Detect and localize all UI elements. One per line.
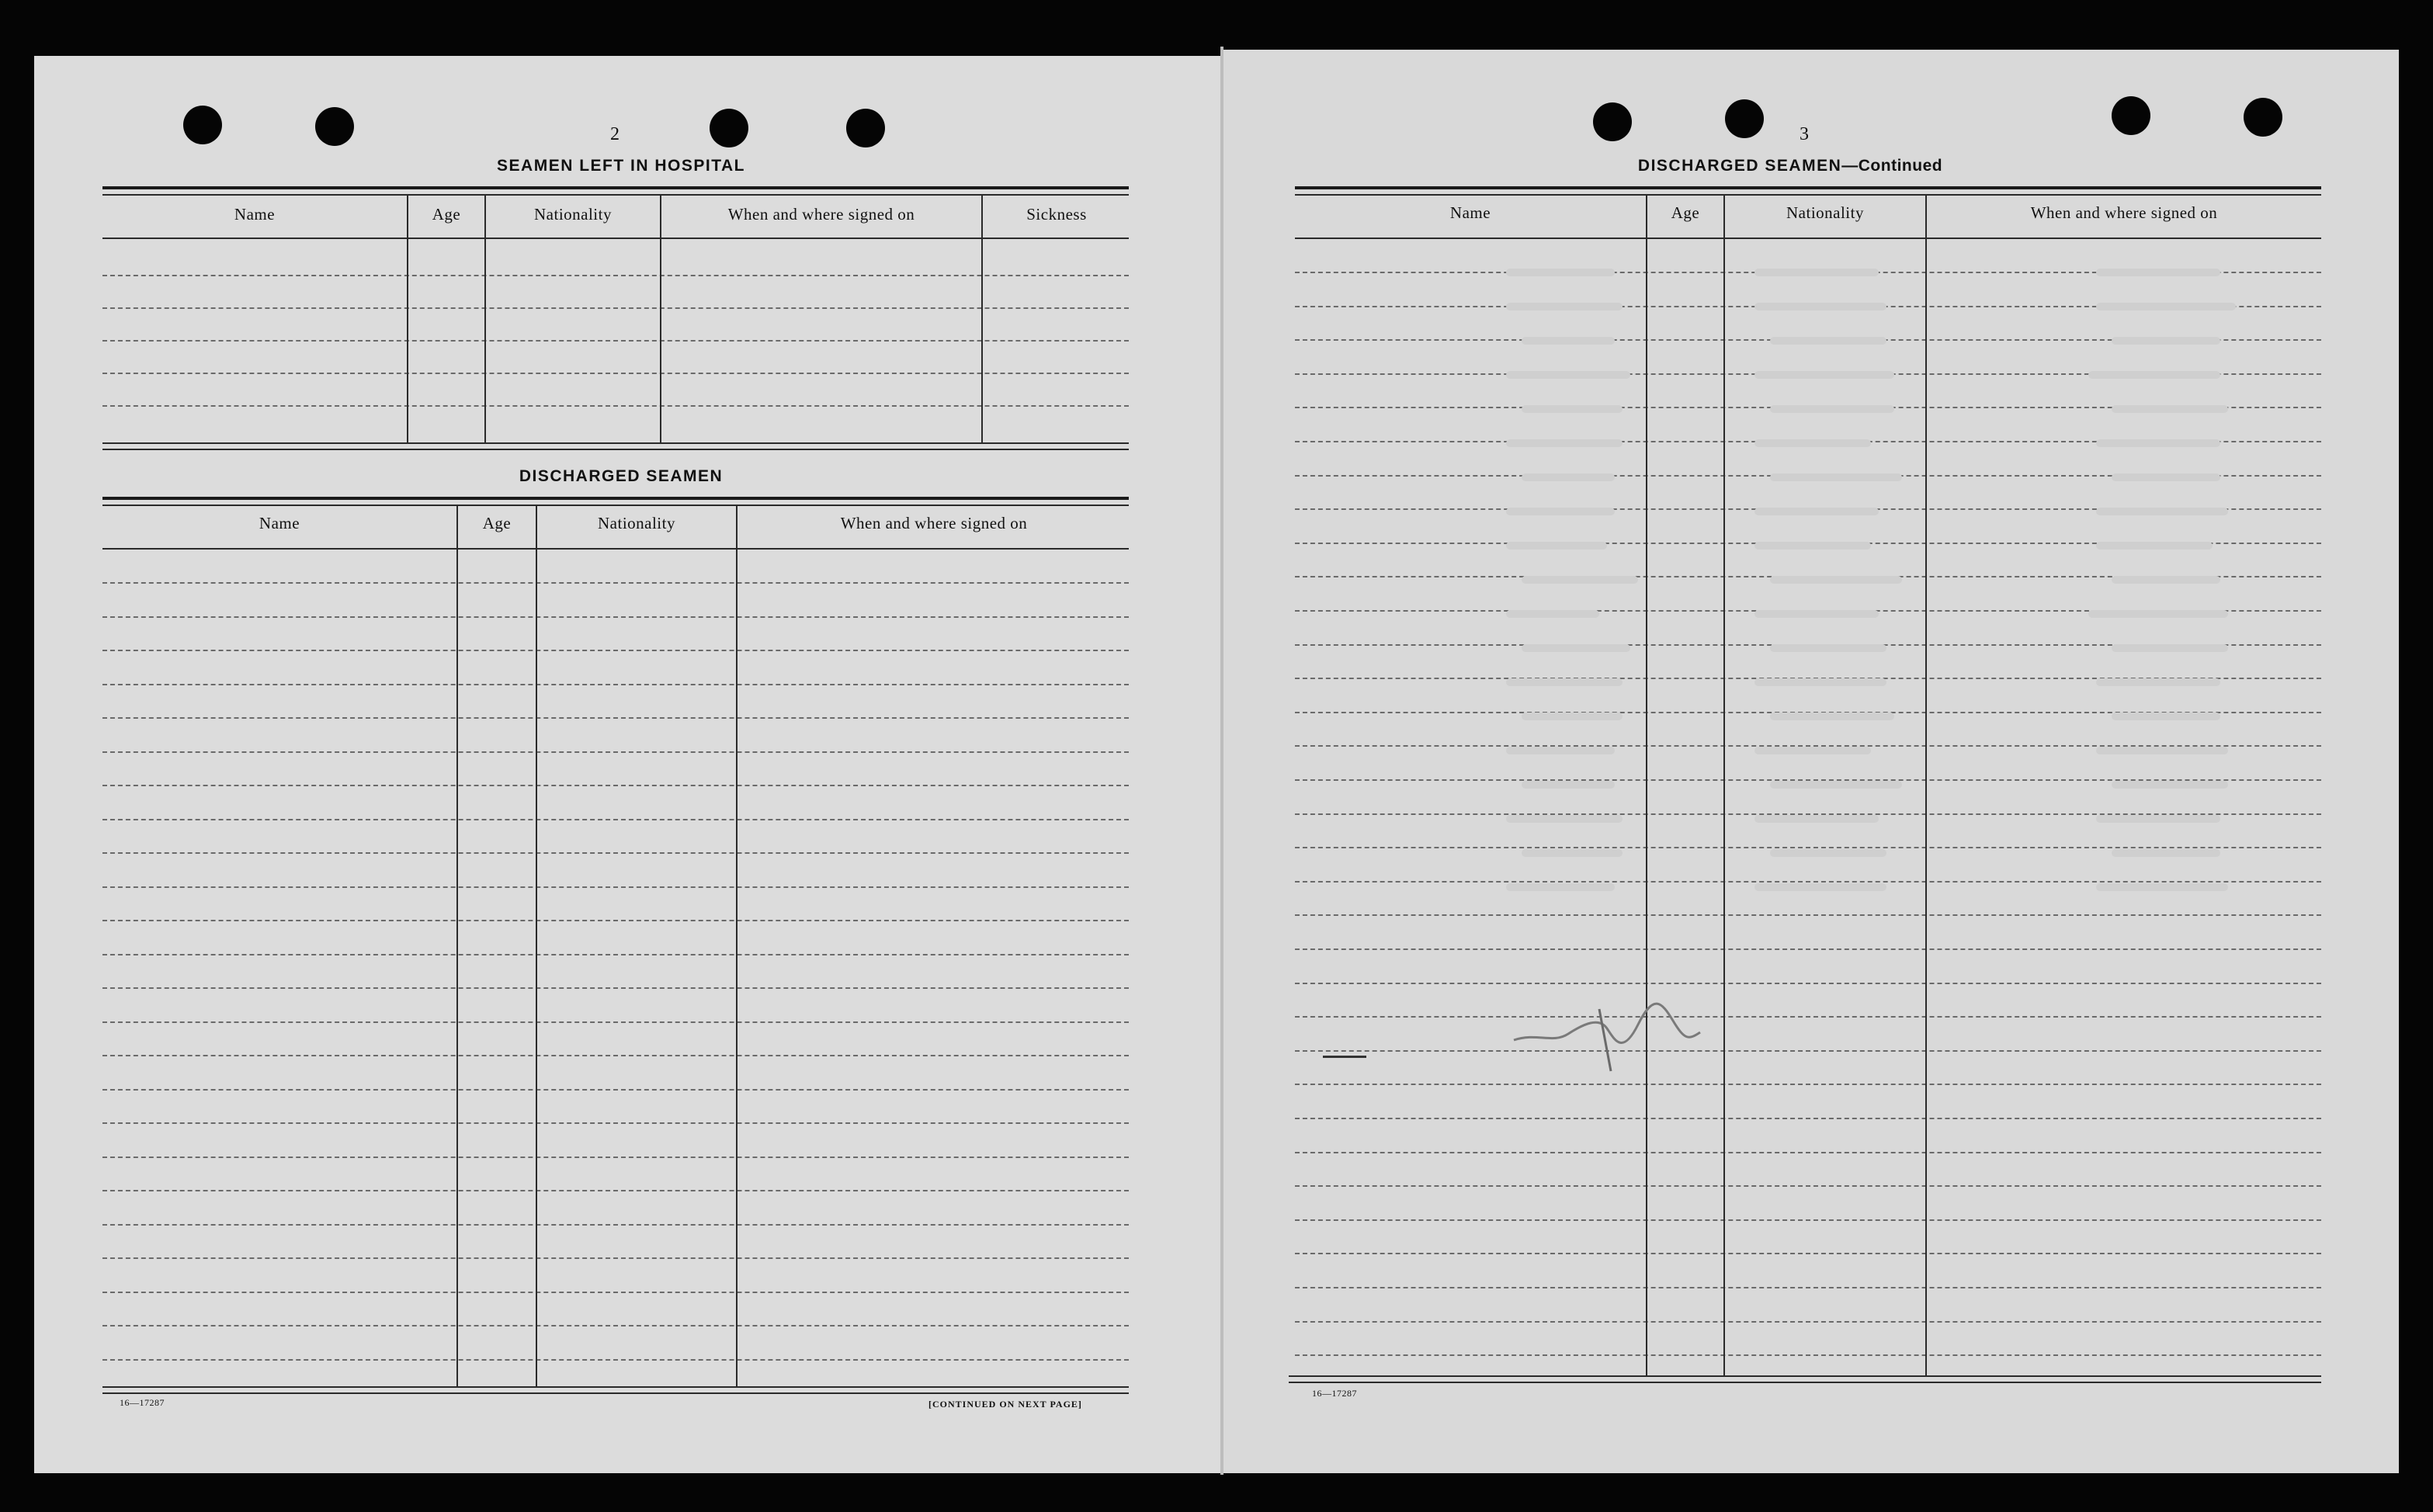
right-page bbox=[1222, 50, 2399, 1473]
signature-mark bbox=[1506, 986, 1708, 1079]
table-row-rule bbox=[102, 852, 1129, 854]
table-row-rule bbox=[1295, 1287, 2321, 1288]
bleed-through-smudge bbox=[2112, 713, 2220, 720]
right-col-name: Name bbox=[1449, 203, 1491, 222]
discharged-table-top-rule-2 bbox=[102, 505, 1129, 506]
table-row-rule bbox=[102, 717, 1129, 719]
bleed-through-smudge bbox=[1522, 337, 1615, 345]
discharged-col-nationality: Nationality bbox=[598, 514, 675, 532]
page-number-right: 3 bbox=[1800, 124, 1809, 144]
hospital-table-bottom-rule-2 bbox=[102, 449, 1129, 450]
bleed-through-smudge bbox=[1770, 473, 1902, 481]
bleed-through-smudge bbox=[1522, 849, 1623, 857]
continued-note: [CONTINUED ON NEXT PAGE] bbox=[928, 1399, 1082, 1410]
table-row-rule bbox=[1295, 1321, 2321, 1323]
table-row-rule bbox=[102, 1021, 1129, 1023]
bleed-through-smudge bbox=[2112, 576, 2220, 584]
bleed-through-smudge bbox=[2096, 678, 2220, 686]
bleed-through-smudge bbox=[1770, 849, 1886, 857]
hospital-row-rule bbox=[102, 340, 1129, 342]
left-page bbox=[34, 56, 1222, 1473]
table-row-rule bbox=[1295, 1084, 2321, 1085]
hospital-col-divider bbox=[660, 194, 661, 444]
hospital-col-age: Age bbox=[432, 205, 461, 224]
right-table-top-rule-2 bbox=[1295, 194, 2321, 196]
table-row-rule bbox=[102, 1224, 1129, 1226]
punch-hole bbox=[183, 106, 222, 144]
bleed-through-smudge bbox=[1754, 508, 1879, 515]
discharged-col-signed-on: When and where signed on bbox=[840, 514, 1028, 532]
discharged-table-bottom-rule bbox=[102, 1386, 1129, 1388]
bleed-through-smudge bbox=[1522, 781, 1615, 789]
bleed-through-smudge bbox=[2112, 849, 2220, 857]
hospital-col-name: Name bbox=[234, 205, 276, 224]
table-row-rule bbox=[1295, 847, 2321, 848]
right-header-rule bbox=[1295, 238, 2321, 239]
table-row-rule bbox=[1295, 914, 2321, 916]
bleed-through-smudge bbox=[1770, 576, 1902, 584]
bleed-through-smudge bbox=[1770, 405, 1894, 413]
bleed-through-smudge bbox=[2096, 815, 2220, 823]
right-table-top-rule bbox=[1295, 186, 2321, 189]
discharged-col-divider bbox=[736, 505, 738, 1388]
bleed-through-smudge bbox=[1754, 439, 1871, 447]
discharged-continued-title-main: DISCHARGED SEAMEN bbox=[1637, 157, 1842, 175]
table-row-rule bbox=[102, 1089, 1129, 1091]
bleed-through-smudge bbox=[1506, 542, 1607, 550]
hospital-row-rule bbox=[102, 405, 1129, 407]
punch-hole bbox=[315, 107, 354, 146]
table-row-rule bbox=[102, 1359, 1129, 1361]
bleed-through-smudge bbox=[1754, 610, 1879, 618]
discharged-header-rule bbox=[102, 548, 1129, 550]
right-col-signed-on: When and where signed on bbox=[2030, 203, 2218, 222]
form-number-right: 16—17287 bbox=[1312, 1388, 1357, 1399]
table-row-rule bbox=[1295, 1152, 2321, 1153]
discharged-table-top-rule bbox=[102, 497, 1129, 500]
table-row-rule bbox=[102, 886, 1129, 888]
bleed-through-smudge bbox=[1506, 371, 1630, 379]
table-row-rule bbox=[102, 1292, 1129, 1293]
bleed-through-smudge bbox=[1770, 644, 1886, 652]
bleed-through-smudge bbox=[1506, 883, 1615, 891]
table-row-rule bbox=[102, 920, 1129, 921]
bleed-through-smudge bbox=[2096, 508, 2228, 515]
bleed-through-smudge bbox=[1770, 781, 1902, 789]
discharged-section-title: DISCHARGED SEAMEN bbox=[519, 467, 724, 485]
right-table-bottom-rule bbox=[1289, 1375, 2321, 1377]
table-row-rule bbox=[102, 819, 1129, 820]
right-col-divider bbox=[1646, 194, 1647, 1377]
stray-mark bbox=[1323, 1056, 1366, 1058]
bleed-through-smudge bbox=[1522, 713, 1623, 720]
right-col-divider bbox=[1925, 194, 1927, 1377]
hospital-col-sickness: Sickness bbox=[1026, 205, 1087, 224]
bleed-through-smudge bbox=[1754, 678, 1886, 686]
bleed-through-smudge bbox=[2096, 747, 2228, 754]
table-row-rule bbox=[102, 616, 1129, 618]
bleed-through-smudge bbox=[1506, 815, 1623, 823]
bleed-through-smudge bbox=[1770, 337, 1886, 345]
bleed-through-smudge bbox=[1506, 303, 1623, 310]
bleed-through-smudge bbox=[2096, 883, 2228, 891]
discharged-col-name: Name bbox=[259, 514, 300, 532]
discharged-continued-title bbox=[1557, 157, 2023, 175]
bleed-through-smudge bbox=[2096, 439, 2220, 447]
bleed-through-smudge bbox=[2096, 303, 2236, 310]
bleed-through-smudge bbox=[1522, 644, 1630, 652]
bleed-through-smudge bbox=[2112, 473, 2220, 481]
punch-hole bbox=[1725, 99, 1764, 138]
hospital-col-divider bbox=[484, 194, 486, 444]
bleed-through-smudge bbox=[2112, 337, 2220, 345]
bleed-through-smudge bbox=[2112, 405, 2228, 413]
bleed-through-smudge bbox=[1754, 542, 1871, 550]
table-row-rule bbox=[102, 1257, 1129, 1259]
punch-hole bbox=[2112, 96, 2150, 135]
hospital-row-rule bbox=[102, 275, 1129, 276]
table-row-rule bbox=[102, 1157, 1129, 1158]
bleed-through-smudge bbox=[1522, 576, 1638, 584]
table-row-rule bbox=[1295, 1253, 2321, 1254]
punch-hole bbox=[710, 109, 748, 147]
page-fold bbox=[1220, 47, 1223, 1475]
hospital-row-rule bbox=[102, 307, 1129, 309]
table-row-rule bbox=[102, 1055, 1129, 1056]
table-row-rule bbox=[1295, 1016, 2321, 1018]
bleed-through-smudge bbox=[1754, 371, 1894, 379]
bleed-through-smudge bbox=[2096, 269, 2220, 276]
punch-hole bbox=[1593, 102, 1632, 141]
bleed-through-smudge bbox=[2096, 542, 2213, 550]
hospital-col-signed-on: When and where signed on bbox=[727, 205, 915, 224]
table-row-rule bbox=[102, 751, 1129, 753]
bleed-through-smudge bbox=[2088, 371, 2220, 379]
hospital-table-top-rule bbox=[102, 186, 1129, 189]
hospital-row-rule bbox=[102, 373, 1129, 374]
right-col-divider bbox=[1723, 194, 1725, 1377]
bleed-through-smudge bbox=[1506, 439, 1623, 447]
discharged-col-divider bbox=[456, 505, 458, 1388]
discharged-col-age: Age bbox=[482, 514, 512, 532]
table-row-rule bbox=[1295, 1050, 2321, 1052]
hospital-header-rule bbox=[102, 238, 1129, 239]
bleed-through-smudge bbox=[1754, 269, 1879, 276]
bleed-through-smudge bbox=[1522, 473, 1615, 481]
table-row-rule bbox=[102, 954, 1129, 955]
bleed-through-smudge bbox=[2088, 610, 2228, 618]
bleed-through-smudge bbox=[1522, 405, 1623, 413]
bleed-through-smudge bbox=[1754, 815, 1879, 823]
bleed-through-smudge bbox=[1506, 508, 1615, 515]
table-row-rule bbox=[1295, 1354, 2321, 1356]
bleed-through-smudge bbox=[1754, 303, 1886, 310]
table-row-rule bbox=[1295, 1219, 2321, 1221]
right-col-nationality: Nationality bbox=[1786, 203, 1864, 222]
bleed-through-smudge bbox=[1754, 883, 1886, 891]
right-table-bottom-rule-2 bbox=[1289, 1382, 2321, 1383]
table-row-rule bbox=[102, 1325, 1129, 1326]
bleed-through-smudge bbox=[1506, 747, 1615, 754]
hospital-col-divider bbox=[981, 194, 983, 444]
hospital-col-nationality: Nationality bbox=[534, 205, 612, 224]
table-row-rule bbox=[102, 1190, 1129, 1191]
table-row-rule bbox=[1295, 1185, 2321, 1187]
hospital-col-divider bbox=[407, 194, 408, 444]
hospital-table-bottom-rule bbox=[102, 442, 1129, 444]
table-row-rule bbox=[102, 582, 1129, 584]
table-row-rule bbox=[1295, 1118, 2321, 1119]
bleed-through-smudge bbox=[1754, 747, 1871, 754]
table-row-rule bbox=[102, 1122, 1129, 1124]
table-row-rule bbox=[102, 785, 1129, 786]
bleed-through-smudge bbox=[2112, 781, 2228, 789]
punch-hole bbox=[2244, 98, 2282, 137]
bleed-through-smudge bbox=[1506, 610, 1599, 618]
bleed-through-smudge bbox=[1506, 269, 1615, 276]
discharged-col-divider bbox=[536, 505, 537, 1388]
hospital-table-top-rule-2 bbox=[102, 194, 1129, 196]
table-row-rule bbox=[102, 987, 1129, 989]
form-number-left: 16—17287 bbox=[120, 1397, 165, 1408]
bleed-through-smudge bbox=[1770, 713, 1894, 720]
table-row-rule bbox=[102, 650, 1129, 651]
hospital-section-title: SEAMEN LEFT IN HOSPITAL bbox=[497, 157, 745, 175]
table-row-rule bbox=[1295, 983, 2321, 984]
bleed-through-smudge bbox=[1506, 678, 1623, 686]
bleed-through-smudge bbox=[2112, 644, 2228, 652]
right-col-age: Age bbox=[1671, 203, 1700, 222]
table-row-rule bbox=[102, 684, 1129, 685]
punch-hole bbox=[846, 109, 885, 147]
discharged-table-bottom-rule-2 bbox=[102, 1392, 1129, 1394]
table-row-rule bbox=[1295, 948, 2321, 950]
table-row-rule bbox=[1295, 881, 2321, 883]
discharged-continued-title-suffix: —Continued bbox=[1841, 157, 1943, 175]
page-number-left: 2 bbox=[610, 124, 620, 144]
